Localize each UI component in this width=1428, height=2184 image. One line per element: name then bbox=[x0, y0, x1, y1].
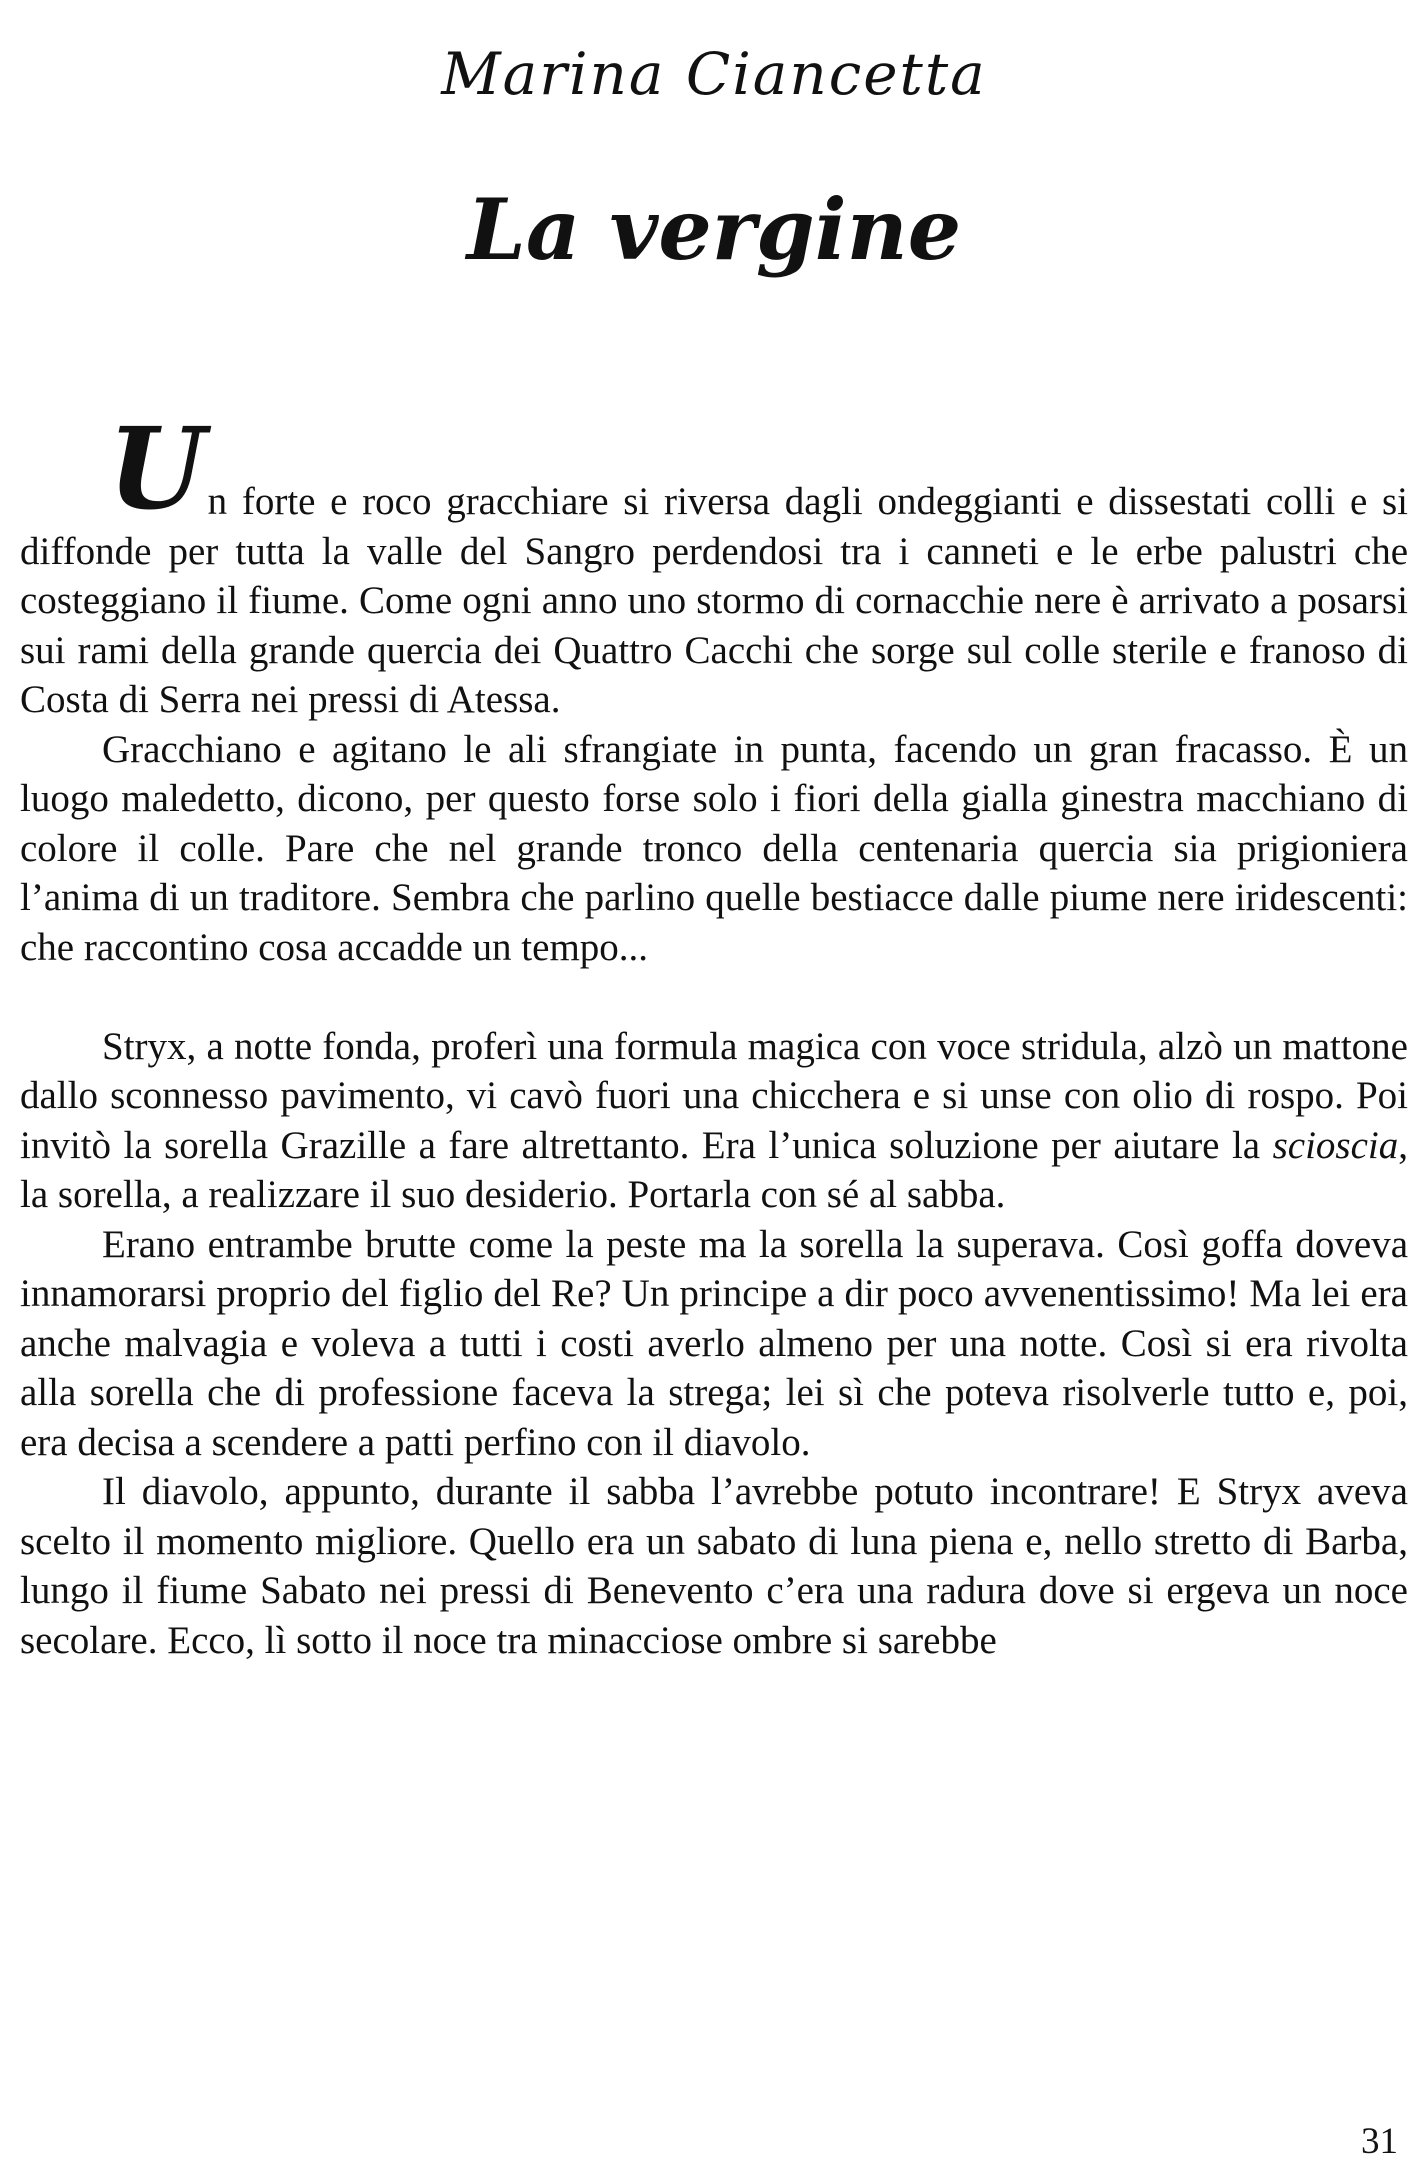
paragraph-3-text-a: Stryx, a notte fonda, proferì una formula magica con voce stridula, alzò un mattone dallo sconnesso pavimento, vi cavò fuori una chicchera e si unse con olio di rospo. Poi invitò la sorella Grazille a fare altrettanto. Era l’unica soluzione per aiutare la bbox=[20, 1024, 1408, 1167]
paragraph-4: Erano entrambe brutte come la peste ma la sorella la superava. Così goffa doveva innamorarsi proprio del figlio del Re? Un principe a dir poco avvenentissimo! Ma lei era anche malvagia e voleva a tutti i costi averlo almeno per una notte. Così si era rivolta alla sorella che di professione faceva la strega; lei sì che poteva risolverle tutto e, poi, era decisa a scendere a patti perfino con il diavolo. bbox=[20, 1222, 1408, 1464]
paragraph-3-emphasis: scioscia bbox=[1272, 1123, 1399, 1167]
chapter-text bbox=[20, 404, 1408, 1665]
paragraph-1: Un forte e roco gracchiare si riversa dagli ondeggianti e dissestati colli e si diffonde per tutta la valle del Sangro perdendosi tra i canneti e le erbe palustri che costeggiano il fiume. Come ogni anno uno stormo di cornacchie nere è arrivato a posarsi sui rami della grande quercia dei Quattro Cacchi che sorge sul colle sterile e franoso di Costa di Serra nei pressi di Atessa. bbox=[20, 404, 1408, 721]
paragraph-1-text: n forte e roco gracchiare si riversa dagli ondeggianti e dissestati colli e si diffonde per tutta la valle del Sangro perdendosi tra i canneti e le erbe palustri che costeggiano il fiume. Come ogni anno uno stormo di cornacchie nere è arrivato a posarsi sui rami della grande quercia dei Quattro Cacchi che sorge sul colle sterile e franoso di Costa di Serra nei pressi di Atessa. bbox=[20, 480, 1408, 721]
paragraph-3 bbox=[20, 1022, 1408, 1220]
author-name: Marina Ciancetta bbox=[441, 40, 987, 108]
paragraph-2: Gracchiano e agitano le ali sfrangiate in punta, facendo un gran fracasso. È un luogo maledetto, dicono, per questo forse solo i fiori della gialla ginestra macchiano di colore il colle. Pare che nel grande tronco della centenaria quercia sia prigioniera l’anima di un traditore. Sembra che parlino quelle bestiacce dalle piume nere iridescenti: che raccontino cosa accadde un tempo... bbox=[20, 727, 1408, 969]
paragraph-5: Il diavolo, appunto, durante il sabba l’avrebbe potuto incontrare! E Stryx aveva scelto il momento migliore. Quello era un sabato di luna piena e, nello stretto di Barba, lungo il fiume Sabato nei pressi di Benevento c’era una radura dove si ergeva un noce secolare. Ecco, lì sotto il noce tra minacciose ombre si sarebbe bbox=[20, 1470, 1408, 1662]
chapter-title: La vergine bbox=[466, 180, 962, 279]
page-number: 31 bbox=[1361, 2121, 1398, 2162]
paragraph-3-text-b: , la sorella, a realizzare il suo desiderio. Portarla con sé al sabba. bbox=[20, 1123, 1408, 1216]
